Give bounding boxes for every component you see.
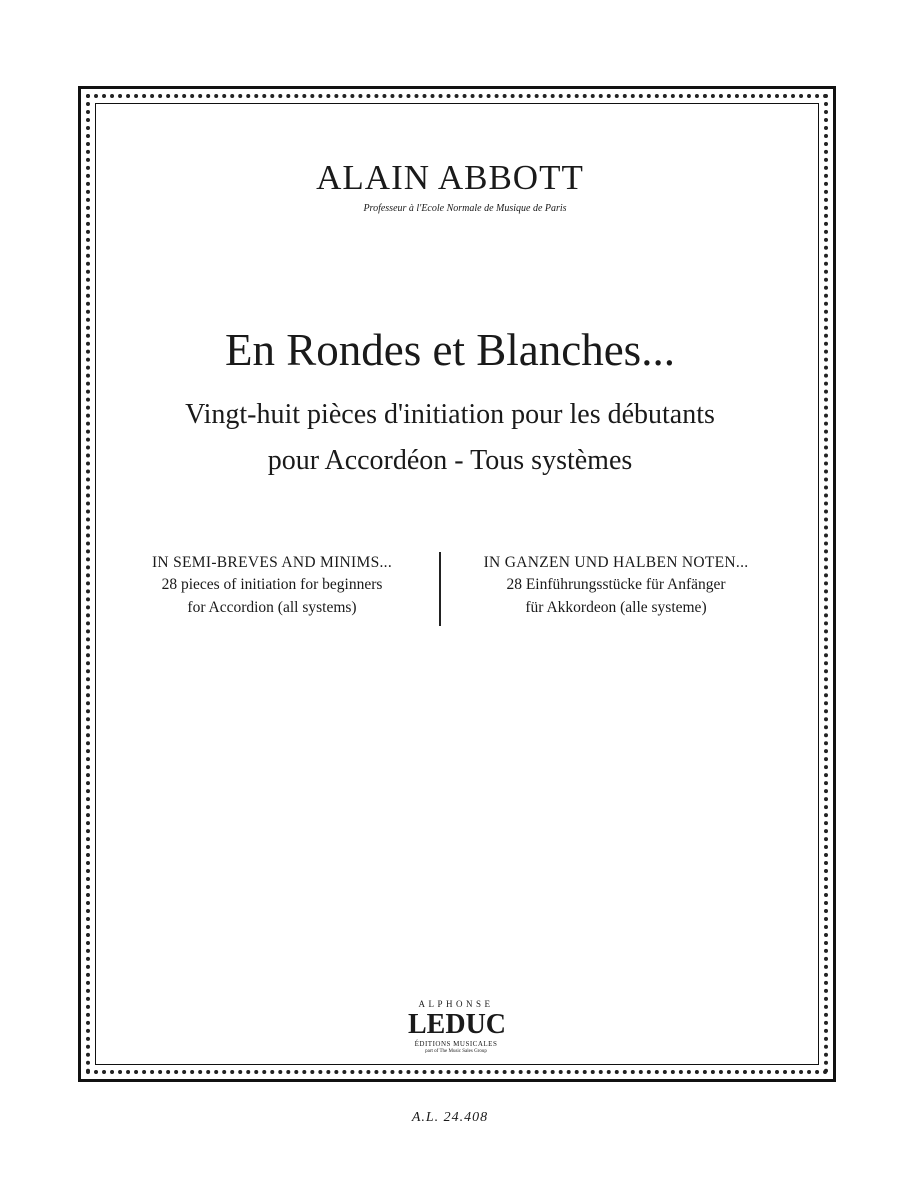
subtitle-line-2: pour Accordéon - Tous systèmes — [267, 445, 633, 476]
english-line-1: 28 pieces of initiation for beginners — [161, 576, 383, 594]
publisher-line-1: ALPHONSE — [418, 999, 494, 1009]
publisher-line-2: LEDUC — [408, 1009, 507, 1040]
publisher-line-4: part of The Music Sales Group — [425, 1049, 487, 1054]
german-line-2: für Akkordeon (alle systeme) — [525, 598, 707, 616]
author-name: ALAIN ABBOTT — [316, 158, 584, 197]
english-line-2: for Accordion (all systems) — [187, 598, 357, 616]
publisher-line-3: ÉDITIONS MUSICALES — [414, 1040, 498, 1048]
column-divider — [439, 552, 441, 626]
publisher-logo — [408, 999, 507, 1054]
german-line-1: 28 Einführungsstücke für Anfänger — [506, 576, 726, 594]
english-heading: IN SEMI-BREVES AND MINIMS... — [151, 554, 393, 571]
catalog-reference: A.L. 24.408 — [411, 1110, 489, 1125]
work-title: En Rondes et Blanches... — [225, 325, 675, 375]
english-title-block — [112, 552, 432, 619]
german-title-block — [446, 552, 786, 619]
german-heading: IN GANZEN UND HALBEN NOTEN... — [483, 554, 749, 571]
subtitle-line-1: Vingt-huit pièces d'initiation pour les débutants — [185, 399, 715, 430]
author-position: Professeur à l'Ecole Normale de Musique de Paris — [363, 203, 567, 214]
